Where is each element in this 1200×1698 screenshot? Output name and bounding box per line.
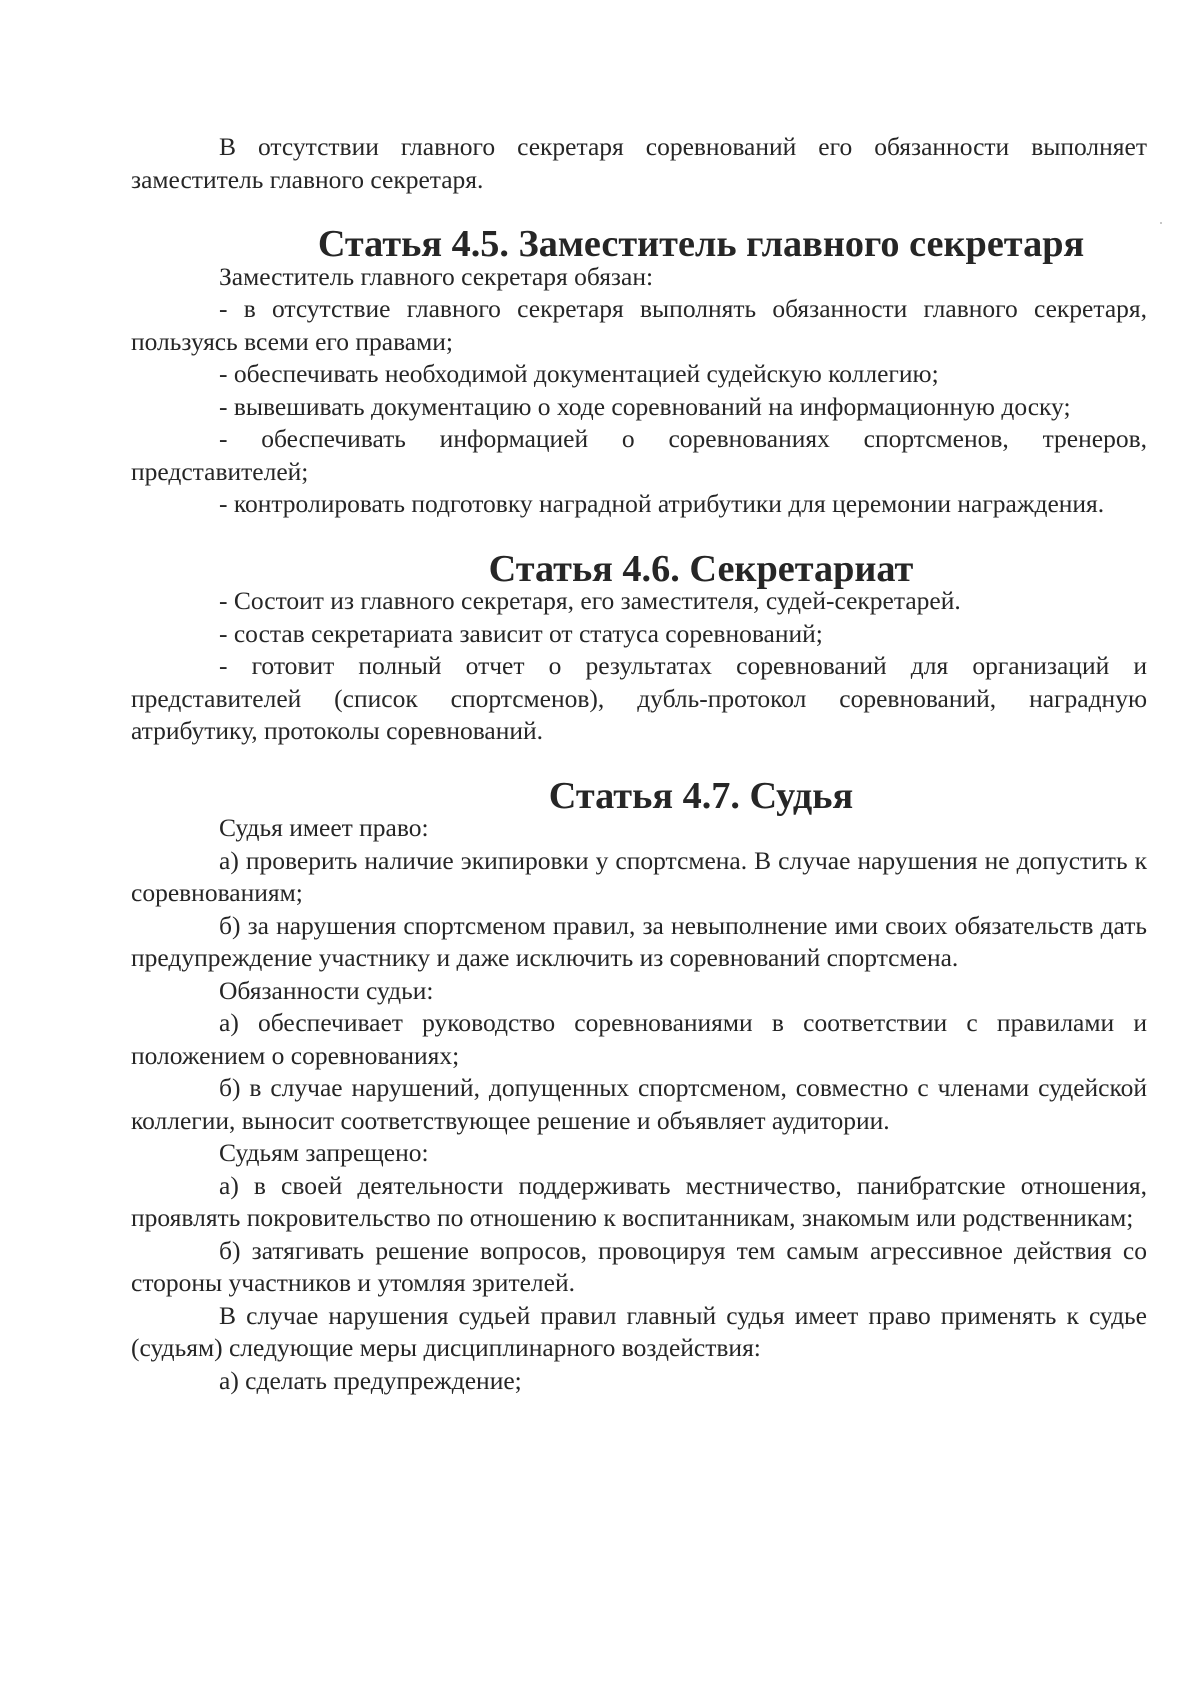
section-4-6-paragraph: - состав секретариата зависит от статуса соревнований;	[219, 618, 823, 648]
section-4-5-title: Статья 4.5. Заместитель главного секретаря	[317, 223, 1085, 265]
section-4-7-paragraph: а) проверить наличие экипировки у спортсмена. В случае нарушения не допустить к соревнованиям;	[131, 845, 1147, 907]
section-4-7-paragraph: Обязанности судьи:	[219, 975, 434, 1005]
section-4-7-paragraph: а) в своей деятельности поддерживать местничество, панибратские отношения, проявлять покровительство по отношению к воспитанникам, знакомым или родственникам;	[131, 1170, 1147, 1232]
section-4-6-paragraph: - Состоит из главного секретаря, его заместителя, судей-секретарей.	[219, 586, 961, 615]
section-4-5-paragraph: Заместитель главного секретаря обязан:	[219, 261, 654, 291]
section-4-7-paragraph: а) обеспечивает руководство соревнованиями в соответствии с правилами и положением о соревнованиях;	[131, 1008, 1147, 1070]
scan-speck	[1160, 222, 1162, 224]
section-4-7-paragraph: б) в случае нарушений, допущенных спортсменом, совместно с членами судейской коллегии, выносит соответствующее решение и объявляет аудитории.	[131, 1073, 1147, 1135]
section-4-7-paragraph: Судьям запрещено:	[219, 1138, 429, 1167]
section-4-5-paragraph: - в отсутствие главного секретаря выполнять обязанности главного секретаря, пользуясь всеми его правами;	[131, 294, 1147, 356]
section-4-7-paragraph: б) затягивать решение вопросов, провоцируя тем самым агрессивное действия со стороны участников и утомляя зрителей.	[131, 1235, 1147, 1297]
section-4-5-paragraph: - обеспечивать необходимой документацией судейскую коллегию;	[219, 359, 939, 388]
section-4-7-title: Статья 4.7. Судья	[548, 774, 854, 817]
section-4-6-paragraph: - готовит полный отчет о результатах соревнований для организаций и представителей (список спортсменов), дубль-протокол соревнований, наградную атрибутику, протоколы соревнований.	[131, 651, 1147, 745]
section-4-5-paragraph: - вывешивать документацию о ходе соревнований на информационную доску;	[219, 391, 1071, 421]
intro-paragraph: В отсутствии главного секретаря соревнований его обязанности выполняет заместитель главного секретаря.	[131, 132, 1147, 194]
section-4-7-paragraph: В случае нарушения судьей правил главный судья имеет право применять к судье (судьям) следующие меры дисциплинарного воздействия:	[131, 1300, 1147, 1362]
section-4-7-paragraph: Судья имеет право:	[219, 813, 429, 842]
section-4-6-title: Статья 4.6. Секретариат	[488, 547, 914, 590]
section-4-7-paragraph: б) за нарушения спортсменом правил, за невыполнение ими своих обязательств дать предупреждение участнику и даже исключить из соревнований спортсмена.	[131, 910, 1147, 972]
section-4-5-paragraph: - контролировать подготовку наградной атрибутики для церемонии награждения.	[219, 489, 1105, 518]
section-4-5-paragraph: - обеспечивать информацией о соревнованиях спортсменов, тренеров, представителей;	[131, 424, 1147, 486]
document-page	[131, 131, 1147, 1397]
section-4-7-paragraph: а) сделать предупреждение;	[219, 1365, 522, 1395]
